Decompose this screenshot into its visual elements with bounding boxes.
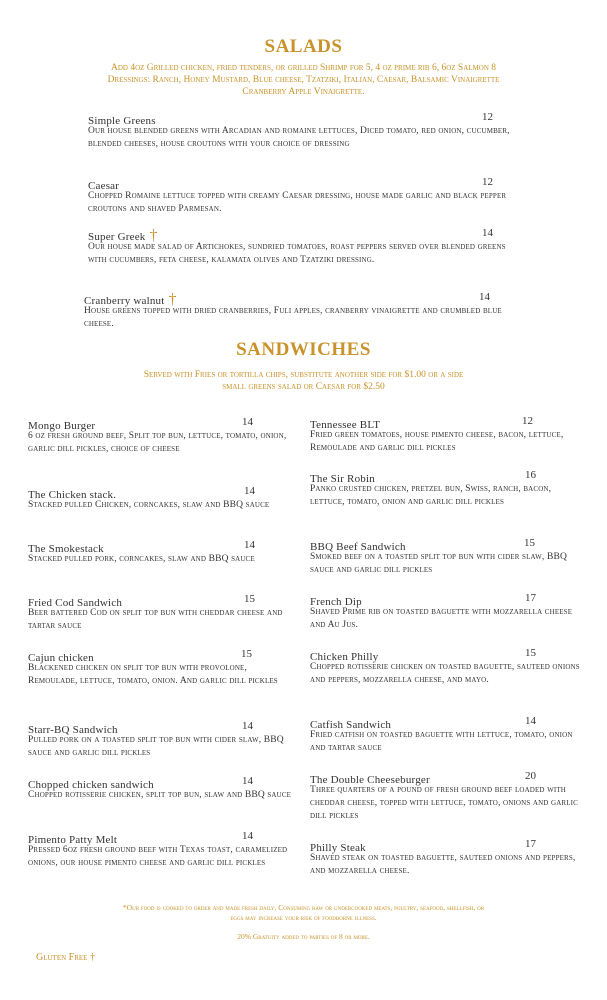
item-description: Our house blended greens with Arcadian and romaine lettuces, Diced tomato, red onion, cucumber, blended cheeses, house croutons with your choice of dressing: [88, 126, 510, 149]
item-description: Our house made salad of Artichokes, sundried tomatoes, roast peppers served over blended greens with cucumbers, feta cheese, kalamata olives and Tzatziki dressing.: [88, 242, 506, 265]
item-description: Fried green tomatoes, house pimento cheese, bacon, lettuce, Remoulade and garlic dill pickles: [310, 430, 564, 453]
menu-item-bbq-beef: [310, 537, 580, 577]
item-description: Panko crusted chicken, pretzel bun, Swiss, ranch, bacon, lettuce, tomato, onion and garlic dill pickles: [310, 484, 552, 507]
item-price: 17: [525, 838, 536, 850]
menu-item-fried-cod: [28, 593, 303, 633]
item-price: 17: [525, 592, 536, 604]
item-price: 15: [241, 648, 252, 660]
item-name: The Sir Robin: [310, 473, 375, 485]
item-description: Beer battered Cod on split top bun with cheddar cheese and tartar sauce: [28, 608, 283, 631]
item-name: Philly Steak: [310, 842, 366, 854]
item-description: Chopped rotisserie chicken on toasted baguette, sauteed onions and peppers, mozzarella cheese, and mayo.: [310, 662, 580, 685]
item-price: 14: [525, 715, 536, 727]
sandwiches-sides-line1: Served with Fries or tortilla chips, substitute another side for $1.00 or a side: [143, 370, 464, 380]
gluten-free-label: Gluten Free: [36, 952, 88, 963]
salads-addons-text: Add 4oz Grilled chicken, fried tenders, or grilled Shrimp for 5, 4 oz prime rib 6, 6oz Salmon 8: [110, 63, 497, 73]
item-name: French Dip: [310, 596, 362, 608]
menu-item-smokestack: [28, 539, 288, 566]
menu-item-chopped-chicken: [28, 775, 303, 802]
item-price: 14: [242, 775, 253, 787]
gratuity-note: 20% Gratuity added to parties of 8 or more.: [237, 932, 370, 941]
item-price: 16: [525, 469, 536, 481]
gluten-free-dagger-icon: †: [168, 291, 177, 308]
item-price: 12: [482, 111, 493, 123]
item-price: 12: [522, 415, 533, 427]
menu-item-cajun-chicken: [28, 648, 293, 688]
sandwiches-sides-note: [80, 369, 527, 393]
item-description: 6 oz fresh ground beef, Split top bun, lettuce, tomato, onion, garlic dill pickles, choice of cheese: [28, 431, 287, 454]
item-name: Simple Greens: [88, 115, 156, 127]
item-name: Caesar: [88, 180, 120, 192]
item-description: Smoked beef on a toasted split top bun with cider slaw, BBQ sauce and garlic dill pickles: [310, 552, 567, 575]
menu-item-mongo-burger: [28, 416, 293, 456]
item-description: Pulled pork on a toasted split top bun with cider slaw, BBQ sauce and garlic dill pickles: [28, 735, 284, 758]
menu-item-tennessee-blt: [310, 415, 585, 455]
item-name: Fried Cod Sandwich: [28, 597, 123, 609]
item-name: Pimento Patty Melt: [28, 834, 118, 846]
menu-item-cranberry-walnut: [84, 291, 514, 331]
menu-item-starr-bq: [28, 720, 303, 760]
salads-addons: [40, 62, 567, 98]
salads-dressings-line2: Cranberry Apple Vinaigrette.: [242, 87, 365, 97]
item-price: 14: [244, 485, 255, 497]
menu-item-caesar: [88, 176, 508, 216]
item-price: 14: [242, 720, 253, 732]
item-description: Chopped rotisserie chicken, split top bun, slaw and BBQ sauce: [28, 790, 292, 800]
sandwiches-sides-line2: small greens salad or Caesar for $2.50: [222, 382, 385, 392]
item-description: Shaved Prime rib on toasted baguette with mozzarella cheese and Au Jus.: [310, 607, 573, 630]
item-price: 15: [244, 593, 255, 605]
item-price: 14: [242, 830, 253, 842]
menu-item-french-dip: [310, 592, 580, 632]
item-name: The Chicken stack.: [28, 489, 117, 501]
salads-dressings-line1: Dressings: Ranch, Honey Mustard, Blue cheese, Tzatziki, Italian, Caesar, Balsamic Vinaigrette: [107, 75, 500, 85]
menu-item-double-cheeseburger: [310, 770, 585, 823]
menu-item-chicken-stack: [28, 485, 303, 512]
item-name: BBQ Beef Sandwich: [310, 541, 406, 553]
item-price: 15: [524, 537, 535, 549]
item-description: Three quarters of a pound of fresh ground beef loaded with cheddar cheese, topped with lettuce, tomato, onions and garlic dill pickles: [310, 785, 578, 821]
menu-item-catfish: [310, 715, 585, 755]
item-name: Tennessee BLT: [310, 419, 381, 431]
item-name: Cranberry walnut: [84, 295, 165, 307]
item-name: Starr-BQ Sandwich: [28, 724, 118, 736]
item-description: Shaved steak on toasted baguette, sauteed onions and peppers, and mozzarella cheese.: [310, 853, 576, 876]
item-name: The Double Cheeseburger: [310, 774, 430, 786]
gluten-free-dagger-icon: †: [149, 227, 158, 244]
menu-item-super-greek: [88, 227, 513, 267]
item-price: 20: [525, 770, 536, 782]
disclaimer-line1: *Our food is cooked to order and made fresh daily. Consuming raw or undercooked meats, poultry, seafood, shellfish, or: [122, 903, 485, 912]
item-description: House greens topped with dried cranberries, Fuli apples, cranberry vinaigrette and crumbled blue cheese.: [84, 306, 502, 329]
item-name: Cajun chicken: [28, 652, 94, 664]
item-price: 14: [482, 227, 493, 239]
item-description: Fried catfish on toasted baguette with lettuce, tomato, onion and tartar sauce: [310, 730, 573, 753]
item-name: Super Greek: [88, 231, 146, 243]
item-price: 12: [482, 176, 493, 188]
item-price: 14: [244, 539, 255, 551]
menu-item-simple-greens: [88, 111, 513, 151]
item-price: 14: [479, 291, 490, 303]
menu-item-chicken-philly: [310, 647, 585, 687]
item-name: The Smokestack: [28, 543, 104, 555]
item-price: 14: [242, 416, 253, 428]
item-description: Pressed 6oz fresh ground beef with Texas toast, caramelized onions, our house pimento cheese and garlic dill pickles: [28, 845, 288, 868]
item-name: Chicken Philly: [310, 651, 379, 663]
sandwiches-heading: SANDWICHES: [236, 339, 371, 360]
menu-item-sir-robin: [310, 469, 580, 509]
menu-item-pimento-patty-melt: [28, 830, 288, 870]
gluten-free-dagger-icon: †: [89, 952, 95, 963]
item-price: 15: [525, 647, 536, 659]
item-description: Chopped Romaine lettuce topped with creamy Caesar dressing, house made garlic and black pepper croutons and shaved Parmesan.: [88, 191, 507, 214]
food-safety-disclaimer: [30, 903, 577, 923]
gluten-free-legend: [36, 952, 95, 963]
item-name: Mongo Burger: [28, 420, 96, 432]
item-description: Blackened chicken on split top bun with provolone, Remoulade, lettuce, tomato, onion. And garlic dill pickles: [28, 663, 278, 686]
item-description: Stacked pulled pork, corncakes, slaw and BBQ sauce: [28, 554, 255, 564]
disclaimer-line2: eggs may increase your risk of foodborne illness.: [230, 913, 377, 922]
salads-heading: SALADS: [264, 36, 343, 57]
menu-item-philly-steak: [310, 838, 585, 878]
item-description: Stacked pulled Chicken, corncakes, slaw and BBQ sauce: [28, 500, 270, 510]
item-name: Chopped chicken sandwich: [28, 779, 154, 791]
item-name: Catfish Sandwich: [310, 719, 392, 731]
